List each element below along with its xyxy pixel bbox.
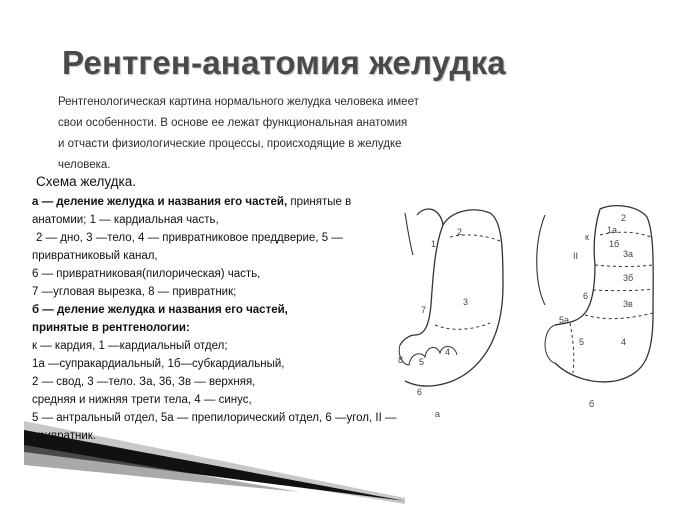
legend-line bbox=[32, 319, 412, 337]
cardia-arc bbox=[537, 215, 545, 305]
fig-b-caption: б bbox=[589, 399, 595, 409]
outline-inner bbox=[400, 225, 443, 345]
divider-2 bbox=[595, 265, 653, 267]
fig-a-caption: а bbox=[435, 409, 441, 419]
legend-line bbox=[32, 193, 412, 211]
fig-a-label: 7 bbox=[421, 305, 427, 315]
stomach-figure-b bbox=[537, 206, 653, 382]
legend-line: привратник. bbox=[32, 430, 96, 442]
fig-b-label: 3в bbox=[623, 299, 633, 309]
intro-line: и отчасти физиологические процессы, происходящие в желудке bbox=[58, 138, 402, 150]
pylorus-region bbox=[545, 325, 555, 363]
fig-b-label: 5 bbox=[579, 337, 585, 347]
fig-b-label: 4 bbox=[621, 337, 627, 347]
fig-b-label: 3а bbox=[623, 249, 634, 259]
fig-b-label: II bbox=[573, 251, 579, 261]
legend-heading-b-cont: принятые в рентгенологии: bbox=[32, 322, 190, 334]
fig-b-label: 1б bbox=[609, 239, 620, 249]
legend-line: средняя и нижняя трети тела, 4 — синус, bbox=[32, 394, 252, 406]
fig-b-label: к bbox=[585, 232, 589, 242]
fig-a-label: 3 bbox=[463, 297, 469, 307]
body-divider bbox=[435, 323, 490, 329]
intro-line: свои особенности. В основе ее лежат функциональная анатомия bbox=[58, 117, 408, 129]
outline-outer bbox=[555, 206, 653, 382]
legend-heading-a: а — деление желудка и названия его частей, bbox=[32, 196, 288, 208]
fig-b-label: 3б bbox=[623, 273, 634, 283]
intro-line: Рентгенологическая картина нормального желудка человека имеет bbox=[58, 96, 419, 108]
page-title: Рентген-анатомия желудка bbox=[62, 44, 506, 81]
outline-inner bbox=[555, 209, 600, 325]
intro-paragraph bbox=[58, 92, 438, 176]
legend-line: 2 — дно, 3 —тело, 4 — привратниковое преддверие, 5 — bbox=[36, 232, 343, 244]
fig-b-label: 1а bbox=[607, 225, 618, 235]
legend-line: 1а —супракардиальный, 1б—субкардиальный, bbox=[32, 358, 285, 370]
legend-line: к — кардия, 1 —кардиальный отдел; bbox=[32, 340, 228, 352]
figure-legend bbox=[32, 193, 412, 445]
fig-a-label: 4 bbox=[445, 347, 451, 357]
fig-a-label: 8 bbox=[398, 355, 404, 365]
legend-line: привратниковый канал, bbox=[32, 250, 158, 262]
divider-4 bbox=[585, 313, 653, 319]
divider-5 bbox=[570, 323, 574, 373]
fig-b-label: 6 bbox=[583, 291, 589, 301]
fig-a-label: 1 bbox=[431, 239, 437, 249]
legend-line: 5 — антральный отдел, 5а — препилорический отдел, 6 —угол, II — bbox=[32, 412, 397, 424]
legend-line: анатомии; 1 — кардиальная часть, bbox=[32, 214, 219, 226]
intro-line: человека. bbox=[58, 159, 111, 171]
figure-caption: Схема желудка. bbox=[36, 174, 137, 189]
fig-a-label: 2 bbox=[457, 227, 463, 237]
fig-b-label: 2 bbox=[621, 213, 627, 223]
legend-line: 7 —угловая вырезка, 8 — привратник; bbox=[32, 286, 237, 298]
legend-heading-b: б — деление желудка и названия его частей, bbox=[32, 304, 288, 316]
stomach-figure-a bbox=[399, 209, 503, 386]
stomach-diagrams bbox=[395, 195, 695, 425]
legend-line: 2 — свод, 3 —тело. За, 36, Зв — верхняя, bbox=[32, 376, 256, 388]
fig-a-label: 6 bbox=[417, 387, 423, 397]
legend-line: 6 — привратниковая(пилорическая) часть, bbox=[32, 268, 261, 280]
fig-b-label: 5а bbox=[559, 315, 570, 325]
cardia-line bbox=[405, 213, 413, 255]
legend-text: принятые в bbox=[287, 196, 352, 208]
fig-a-label: 5 bbox=[419, 357, 425, 367]
divider-3 bbox=[593, 289, 653, 291]
legend-line bbox=[32, 301, 412, 319]
